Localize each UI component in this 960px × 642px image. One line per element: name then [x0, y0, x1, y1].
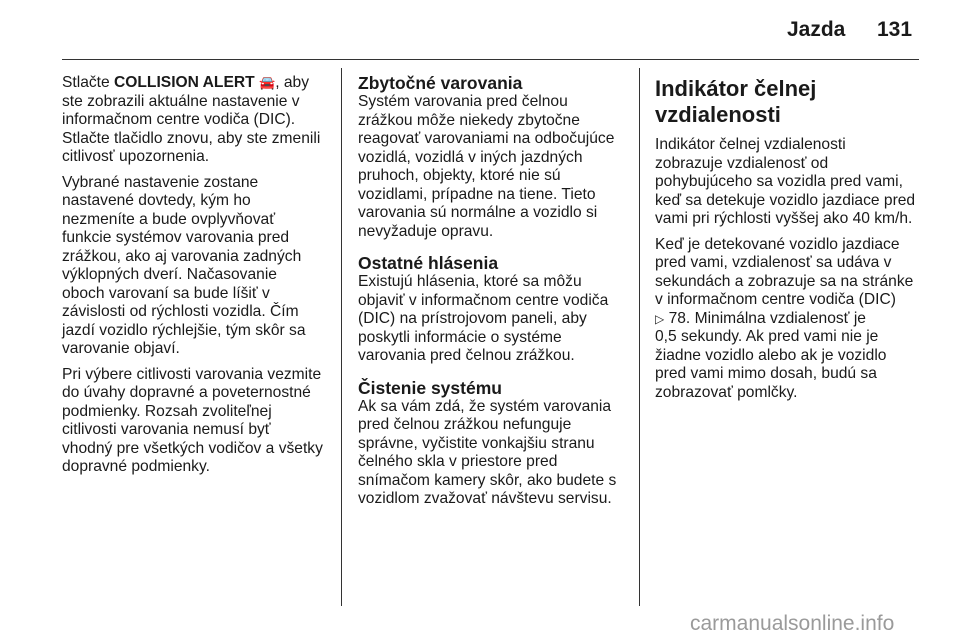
- page-reference-text: 78. Minimálna vzdialenosť je: [668, 309, 866, 327]
- text-line: Pri výbere citlivosti varovania vezmite: [62, 365, 322, 383]
- text-line: reagovať varovaniami na odbočujúce: [358, 130, 615, 147]
- section-heading-following-distance: [655, 76, 923, 128]
- text-line: pred vami mimo dosah, budú sa: [655, 365, 877, 382]
- text-line: nezmeníte a bude ovplyvňovať: [62, 210, 276, 228]
- heading-line: Indikátor čelnej: [655, 76, 817, 101]
- text-line: varovanie objaví.: [62, 340, 180, 357]
- paragraph-unnecessary-alerts: [358, 93, 636, 241]
- text-line: zrážkou, ako aj varovania zadných: [62, 247, 302, 265]
- text-line: vhodný pre všetkých vodičov a všetky: [62, 439, 323, 457]
- text-line: Keď je detekované vozidlo jazdiace: [655, 235, 900, 253]
- text-line: citlivosť upozornenia.: [62, 148, 210, 165]
- column-1: [62, 74, 337, 484]
- text-line: výklopných dverí. Načasovanie: [62, 266, 277, 283]
- text-line: varovania pred čelnou zrážkou.: [358, 347, 575, 364]
- text-line: 0,5 sekundy. Ak pred vami nie je: [655, 328, 879, 345]
- text-line: Systém varovania pred čelnou: [358, 93, 568, 110]
- text-line: sekundách a zobrazuje sa na stránke: [655, 272, 914, 290]
- text-line: keď sa detekuje vozidlo jazdiace pred: [655, 191, 916, 209]
- paragraph-collision-alert: [62, 74, 337, 167]
- text-line: dopravné podmienky.: [62, 458, 210, 475]
- text-line: vami pri rýchlosti vyššej ako 40 km/h.: [655, 210, 913, 227]
- text-line: pohybujúceho sa vozidla pred vami,: [655, 173, 903, 190]
- text-line: vozidlami, prípadne na tiene. Tieto: [358, 185, 596, 203]
- text-line: informačnom centre vodiča (DIC).: [62, 111, 296, 128]
- text-line: snímačom kamery skôr, ako budete s: [358, 471, 617, 489]
- text-line: závislosti od rýchlosti vozidla. Čím: [62, 303, 299, 320]
- text-line: pruhoch, objekty, ktoré nie sú: [358, 167, 561, 184]
- section-heading-unnecessary-alerts: Zbytočné varovania: [358, 73, 523, 93]
- text-line: žiadne vozidlo alebo ak je vozidlo: [655, 346, 887, 364]
- collision-alert-button-label: COLLISION ALERT: [114, 74, 255, 91]
- paragraph-indicator-description: [655, 136, 923, 229]
- text-line: Existujú hlásenia, ktoré sa môžu: [358, 273, 582, 290]
- text-line: jazdí vozidlo rýchlejšie, tým skôr sa: [62, 321, 306, 339]
- text-line: podmienky. Rozsah zvoliteľnej: [62, 402, 272, 420]
- text-line: vozidlá, vozidlá v iných jazdných: [358, 148, 583, 166]
- section-heading-other-messages: Ostatné hlásenia: [358, 253, 499, 273]
- text-line: čelného skla v priestore pred: [358, 453, 558, 470]
- text-line: Ak sa vám zdá, že systém varovania: [358, 397, 612, 415]
- paragraph-indicator-display: [655, 236, 923, 403]
- text-line: zobrazuje vzdialenosť od: [655, 154, 829, 172]
- text-line: poskytli informácie o systéme: [358, 328, 562, 346]
- heading-line: vzdialenosti: [655, 102, 781, 127]
- section-heading-cleaning: Čistenie systému: [358, 377, 502, 398]
- text-line: nastavené dovtedy, kým ho: [62, 192, 251, 209]
- page-number: 131: [877, 18, 913, 41]
- watermark: carmanualsonline.info: [690, 612, 895, 635]
- text-line: objaviť v informačnom centre vodiča: [358, 291, 609, 309]
- text-line: pred vami, vzdialenosť sa udáva v: [655, 254, 892, 271]
- text-line: oboch varovaní sa bude líšiť v: [62, 284, 270, 302]
- text-line: varovania sú normálne a vozidlo si: [358, 204, 598, 221]
- text-line: citlivosti varovania nemusí byť: [62, 421, 271, 438]
- page-reference-line[interactable]: [655, 310, 923, 329]
- paragraph-cleaning: [358, 398, 636, 509]
- running-header-section: Jazda: [787, 18, 846, 41]
- text-span: , aby: [275, 74, 309, 91]
- page-reference-arrow-icon: ▷: [655, 311, 665, 326]
- text-line: v informačnom centre vodiča (DIC): [655, 291, 896, 308]
- column-3: [655, 76, 923, 409]
- text-line: vozidlom zvažovať návštevu servisu.: [358, 490, 612, 507]
- text-line: Vybrané nastavenie zostane: [62, 173, 259, 191]
- text-line: pred čelnou zrážkou nefunguje: [358, 416, 572, 433]
- collision-alert-car-icon: 🚘: [259, 75, 276, 90]
- text-span: Stlačte: [62, 74, 115, 91]
- paragraph-other-messages: [358, 273, 636, 366]
- text-line: ste zobrazili aktuálne nastavenie v: [62, 92, 300, 110]
- text-line: Indikátor čelnej vzdialenosti: [655, 136, 846, 153]
- text-line: zobrazovať pomlčky.: [655, 383, 798, 401]
- text-line: funkcie systémov varovania pred: [62, 229, 290, 246]
- column-divider-1: [341, 68, 342, 606]
- header-rule: [62, 59, 919, 60]
- text-line: nevyžaduje opravu.: [358, 222, 494, 240]
- column-2: [358, 74, 636, 509]
- text-line: [62, 74, 337, 93]
- text-line: (DIC) na prístrojovom paneli, aby: [358, 310, 587, 327]
- text-line: Stlačte tlačidlo znovu, aby ste zmenili: [62, 129, 321, 147]
- paragraph-sensitivity: [62, 366, 337, 477]
- paragraph-settings: [62, 174, 337, 359]
- text-line: správne, vyčistite vonkajšiu stranu: [358, 434, 595, 452]
- text-line: zrážkou môže niekedy zbytočne: [358, 111, 580, 129]
- column-divider-2: [639, 68, 640, 606]
- text-line: do úvahy dopravné a poveternostné: [62, 384, 311, 401]
